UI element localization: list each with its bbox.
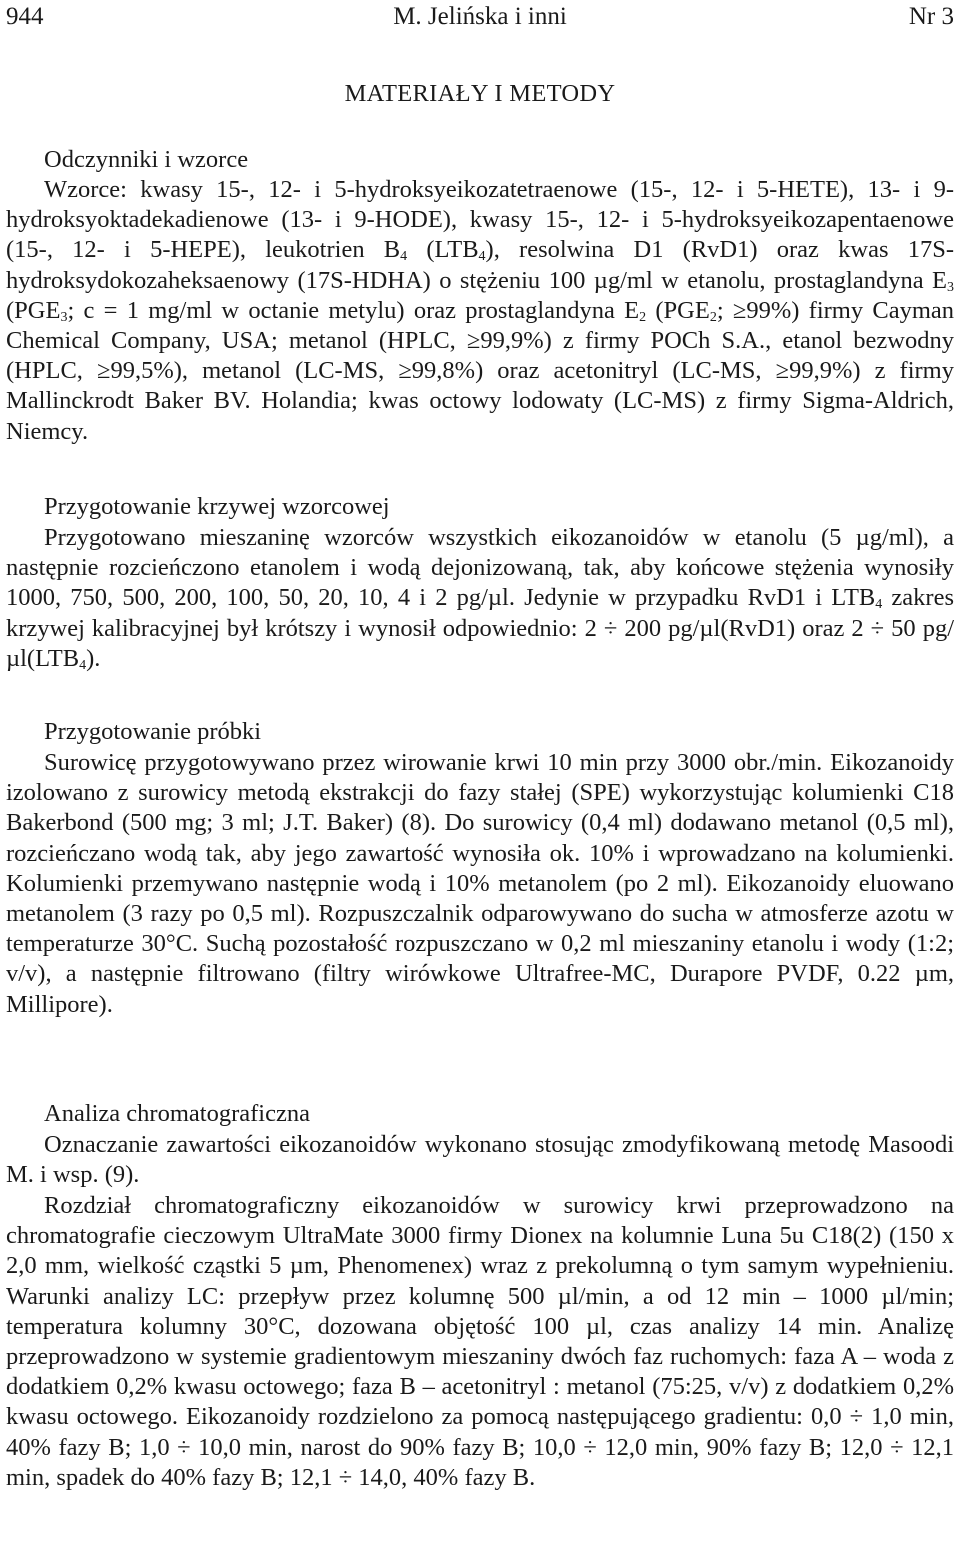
paragraph-chromatography-conditions: Rozdział chromatograficzny eikozanoidów w surowicy krwi przeprowadzono na chromatografie cieczowym UltraMate 3000 firmy Dionex na kolumnie Luna 5u C18(2) (150 x 2,0 mm, wielkość cząstki 5 µm, Phenomenex) wraz z prekolumną o tym samym wypełnieniu. Warunki analizy LC: przepływ przez kolumnę 500 µl/min, a od 12 min – 1000 µl/min; temperatura kolumny 30°C, dozowana objętość 100 µl, czas analizy 14 min. Analizę przeprowadzono w systemie gradientowym mieszaniny dwóch faz ruchomych: faza A – woda z dodatkiem 0,2% kwasu octowego; faza B – acetonitryl : metanol (75:25, v/v) z dodatkiem 0,2% kwasu octowego. Eikozanoidy rozdzielono za pomocą następującego gradientu: 0,0 ÷ 1,0 min, 40% fazy B; 1,0 ÷ 10,0 min, narost do 90% fazy B; 10,0 ÷ 12,0 min, 90% fazy B; 12,0 ÷ 12,1 min, spadek do 40% fazy B; 12,1 ÷ 14,0, 40% fazy B. — [6, 1192, 954, 1491]
paragraph-sample-prep: Surowicę przygotowywano przez wirowanie krwi 10 min przy 3000 obr./min. Eikozanoidy izolowano z surowicy metodą ekstrakcji do fazy stałej (SPE) wykorzystując kolumienki C18 Bakerbond (500 mg; 3 ml; J.T. Baker) (8). Do surowicy (0,4 ml) dodawano metanol (0,5 ml), rozcieńczano wodą tak, aby jego zawartość wynosiła ok. 10% i wprowadzano na kolumienki. Kolumienki przemywano następnie wodą i 10% metanolem (po 2 ml). Eikozanoidy eluowano metanolem (3 razy po 0,5 ml). Rozpuszczalnik odparowywano do sucha w atmosferze azotu w temperaturze 30°C. Suchą pozostałość rozpuszczano w 0,2 ml mieszaniny etanolu i wody (1:2; v/v), a następnie filtrowano (filtry wirówkowe Ultrafree-MC, Durapore PVDF, 0.22 µm, Millipore). — [6, 749, 954, 1018]
paragraph-calibration: Przygotowano mieszaninę wzorców wszystkich eikozanoidów w etanolu (5 µg/ml), a następnie rozcieńczono etanolem i wodą dejonizowaną, tak, aby końcowe stężenia wynosiły 1000, 750, 500, 200, 100, 50, 20, 10, 4 i 2 pg/µl. Jedynie w przypadku RvD1 i LTB4 zakres krzywej kalibracyjnej był krótszy i wynosił odpowiednio: 2 ÷ 200 pg/µl(RvD1) oraz 2 ÷ 50 pg/µl(LTB4). — [6, 524, 954, 673]
subsection-heading-sample-prep: Przygotowanie próbki — [44, 718, 262, 745]
subsection-heading-reagents: Odczynniki i wzorce — [44, 146, 249, 173]
issue-number: Nr 3 — [908, 3, 954, 30]
paragraph-reagents: Wzorce: kwasy 15-, 12- i 5-hydroksyeikozatetraenowe (15-, 12- i 5-HETE), 13- i 9-hydroksyoktadekadienowe (13- i 9-HODE), kwasy 15-, 12- i 5-hydroksyeikozapentaenowe (15-, 12- i 5-HEPE), leukotrien B4 (LTB4), resolwina D1 (RvD1) oraz kwas 17S-hydroksydokozaheksaenowy (17S-HDHA) o stężeniu 100 µg/ml w etanolu, prostaglandyna E3 (PGE3; c = 1 mg/ml w octanie metylu) oraz prostaglandyna E2 (PGE2; ≥99%) firmy Cayman Chemical Company, USA; metanol (HPLC, ≥99,9%) z firmy POCh S.A., etanol bezwodny (HPLC, ≥99,5%), metanol (LC-MS, ≥99,8%) oraz acetonitryl (LC-MS, ≥99,9%) z firmy Mallinckrodt Baker BV. Holandia; kwas octowy lodowaty (LC-MS) z firmy Sigma-Aldrich, Niemcy. — [6, 176, 954, 445]
paragraph-chromatography-method: Oznaczanie zawartości eikozanoidów wykonano stosując zmodyfikowaną metodę Masoodi M. i wsp. (9). — [6, 1131, 954, 1189]
page-number: 944 — [6, 3, 44, 30]
subsection-heading-chromatography: Analiza chromatograficzna — [44, 1100, 310, 1127]
running-title: M. Jelińska i inni — [393, 3, 567, 30]
subsection-heading-calibration: Przygotowanie krzywej wzorcowej — [44, 493, 390, 520]
section-title: MATERIAŁY I METODY — [344, 80, 616, 107]
running-head — [6, 0, 954, 34]
